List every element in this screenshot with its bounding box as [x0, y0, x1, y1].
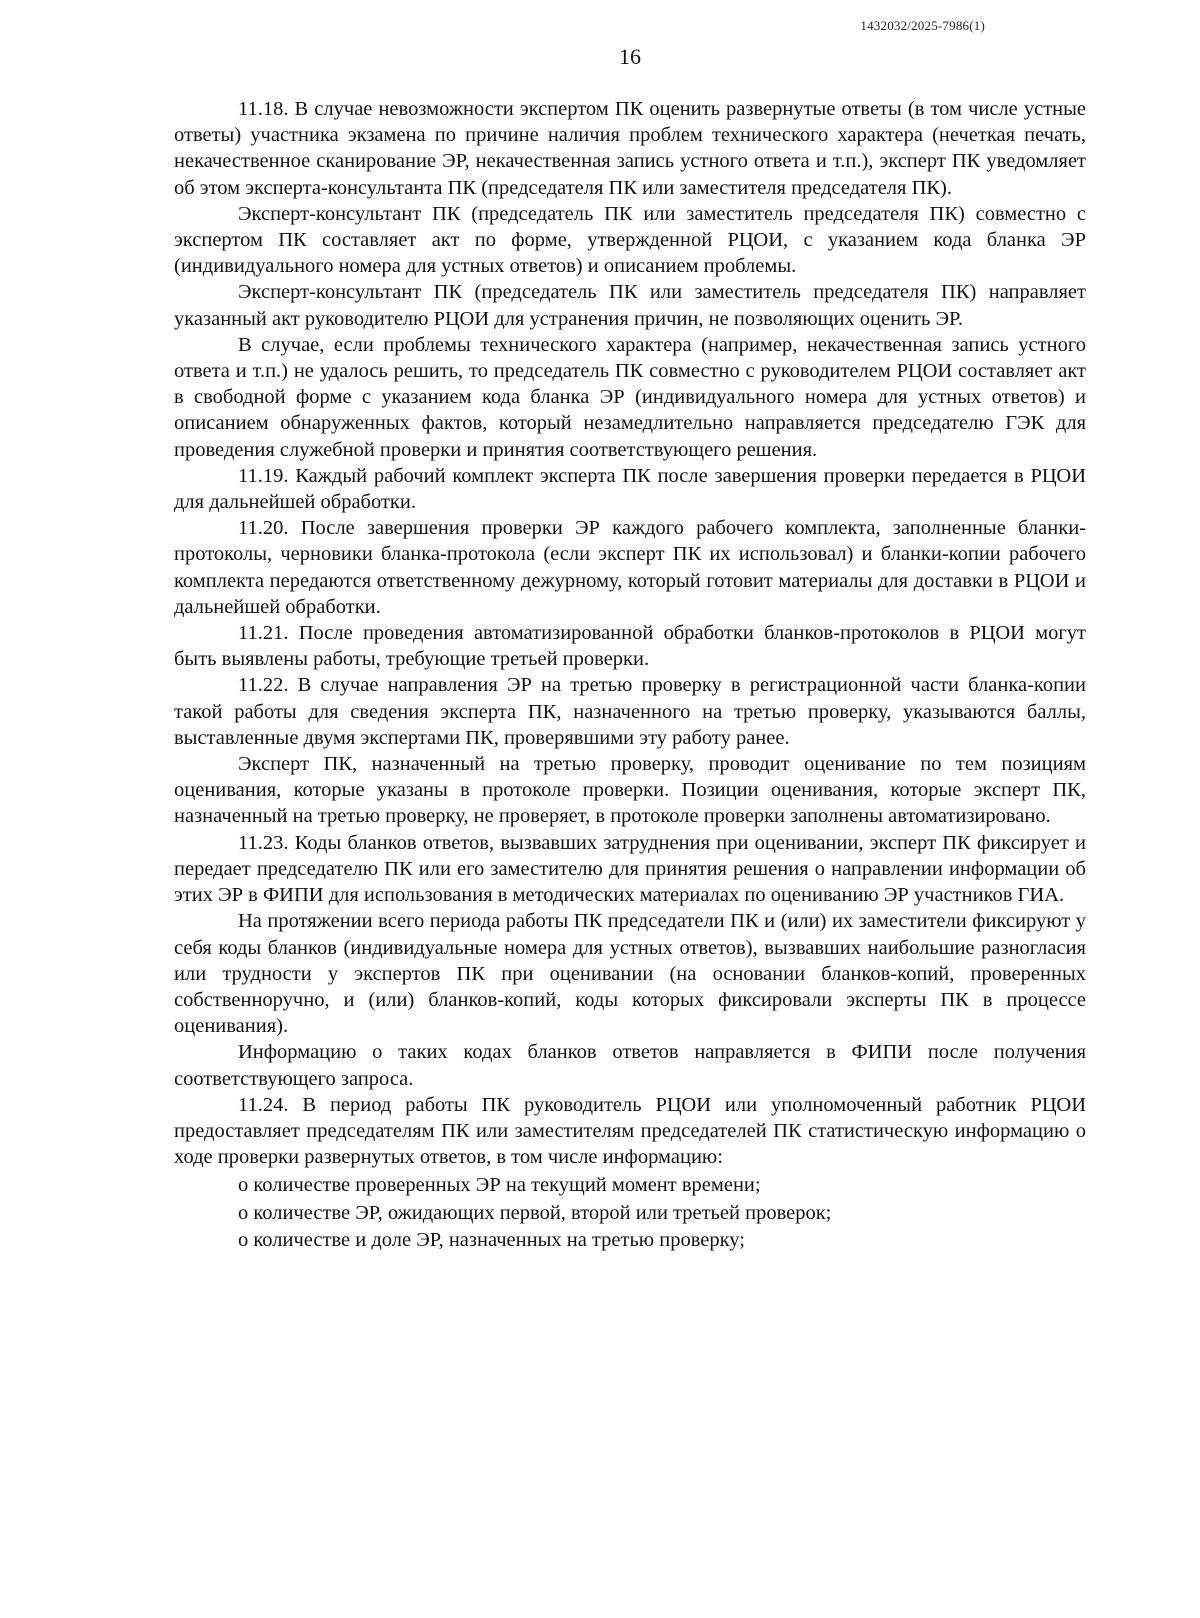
paragraph-chairs-record-codes: На протяжении всего периода работы ПК председатели ПК и (или) их заместители фиксируют у себя коды бланков (индивидуальные номера для устных ответов), вызвавших наибольшие разногласия или трудности у экспертов ПК при оценивании (на основании бланков-копий, проверенных собственноручно, и (или) бланков-копий, коды которых фиксировали эксперты ПК в процессе оценивания). [174, 910, 1086, 1038]
list-item: о количестве ЭР, ожидающих первой, второй или третьей проверок; [238, 1201, 832, 1224]
paragraph-11-20: 11.20. После завершения проверки ЭР каждого рабочего комплекта, заполненные бланки-протоколы, черновики бланка-протокола (если эксперт ПК их использовал) и бланки-копии рабочего комплекта передаются ответственному дежурному, который готовит материалы для доставки в РЦОИ и дальнейшей обработки. [174, 517, 1086, 618]
paragraph-11-18: 11.18. В случае невозможности экспертом ПК оценить развернутые ответы (в том числе устные ответы) участника экзамена по причине наличия проблем технического характера (нечеткая печать, некачественное сканирование ЭР, некачественная запись устного ответа и т.п.), эксперт ПК уведомляет об этом эксперта-консультанта ПК (председателя ПК или заместителя председателя ПК). [174, 98, 1086, 199]
paragraph-11-23: 11.23. Коды бланков ответов, вызвавших затруднения при оценивании, эксперт ПК фиксирует и передает председателю ПК или его заместителю для принятия решения о направлении информации об этих ЭР в ФИПИ для использования в методических материалах по оцениванию ЭР участников ГИА. [174, 831, 1086, 907]
list-item: о количестве проверенных ЭР на текущий момент времени; [238, 1174, 761, 1197]
paragraph-third-check-expert: Эксперт ПК, назначенный на третью проверку, проводит оценивание по тем позициям оценивания, которые указаны в протоколе проверки. Позиции оценивания, которые эксперт ПК, назначенный на третью проверку, не проверяет, в протоколе проверки заполнены автоматизировано. [174, 753, 1086, 828]
paragraph-act-drafting: Эксперт-консультант ПК (председатель ПК или заместитель председателя ПК) совместно с экспертом ПК составляет акт по форме, утвержденной РЦОИ, с указанием кода бланка ЭР (индивидуального номера для устных ответов) и описанием проблемы. [174, 202, 1086, 278]
paragraph-codes-to-fipi: Информацию о таких кодах бланков ответов направляется в ФИПИ после получения соответствующего запроса. [174, 1041, 1086, 1090]
paragraph-unresolved-problems: В случае, если проблемы технического характера (например, некачественная запись устного ответа и т.п.) не удалось решить, то председатель ПК совместно с руководителем РЦОИ составляет акт в свободной форме с указанием кода бланка ЭР (индивидуального номера для устных ответов) и описанием обнаруженных фактов, который незамедлительно направляется председателю ГЭК для проведения служебной проверки и принятия соответствующего решения. [174, 333, 1086, 461]
document-registration-number: 1432032/2025-7986(1) [860, 18, 985, 33]
document-body [174, 96, 1086, 1253]
paragraph-act-sending: Эксперт-консультант ПК (председатель ПК или заместитель председателя ПК) направляет указанный акт руководителю РЦОИ для устранения причин, не позволяющих оценить ЭР. [174, 281, 1086, 330]
paragraph-11-21: 11.21. После проведения автоматизированной обработки бланков-протоколов в РЦОИ могут быть выявлены работы, требующие третьей проверки. [174, 622, 1086, 671]
list-item: о количестве и доле ЭР, назначенных на третью проверку; [238, 1228, 745, 1251]
paragraph-11-19: 11.19. Каждый рабочий комплект эксперта ПК после завершения проверки передается в РЦОИ для дальнейшей обработки. [174, 464, 1086, 514]
paragraph-11-22: 11.22. В случае направления ЭР на третью проверку в регистрационной части бланка-копии такой работы для сведения эксперта ПК, назначенного на третью проверку, указываются баллы, выставленные двумя экспертами ПК, проверявшими эту работу ранее. [174, 674, 1086, 749]
paragraph-11-24: 11.24. В период работы ПК руководитель РЦОИ или уполномоченный работник РЦОИ предоставляет председателям ПК или заместителям председателей ПК статистическую информацию о ходе проверки развернутых ответов, в том числе информацию: [174, 1093, 1086, 1169]
page-number: 16 [619, 44, 641, 69]
